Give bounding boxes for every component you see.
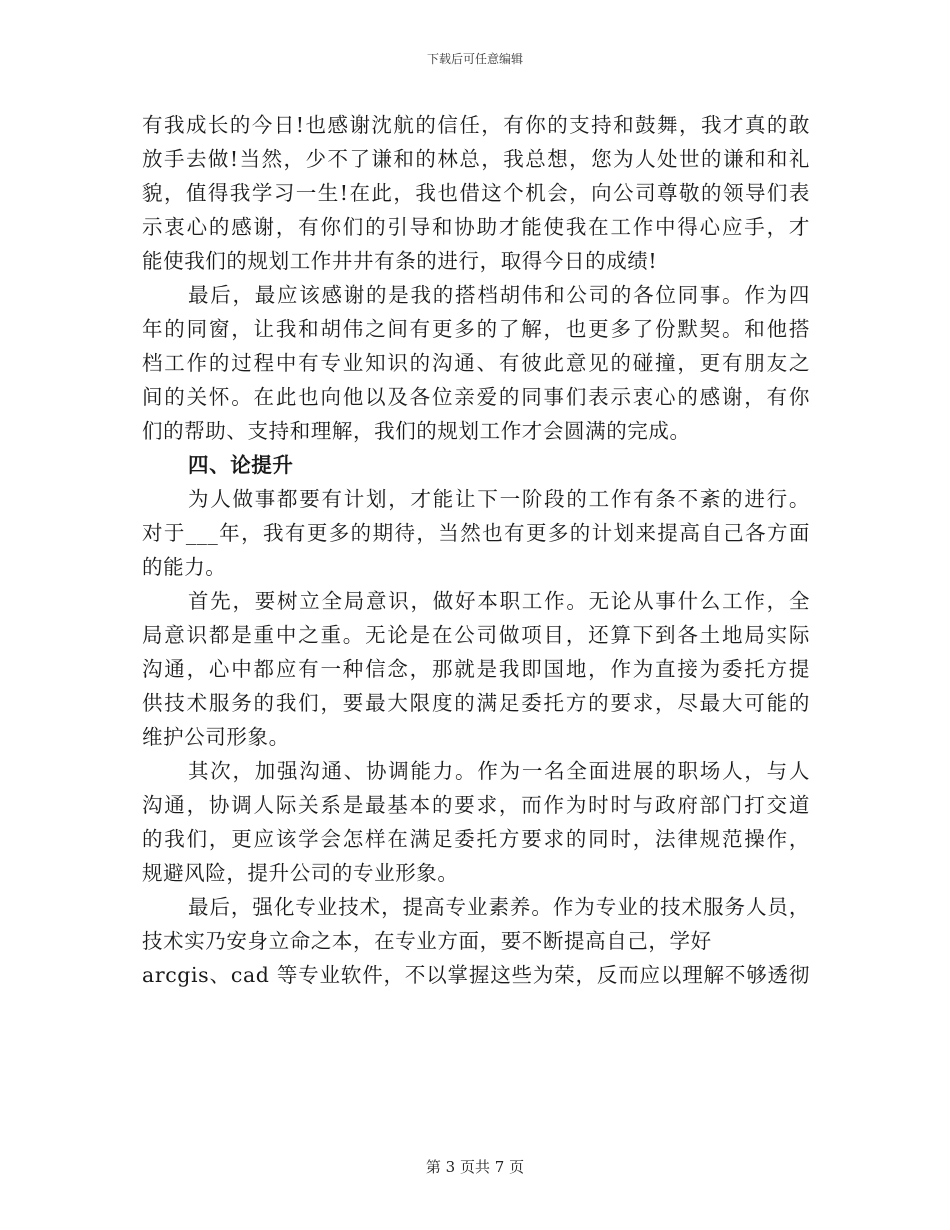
text-line: 技术实乃安身立命之本，在专业方面，要不断提高自己，学好 — [142, 929, 712, 953]
paragraph-first-line: 首先，要树立全局意识，做好本职工作。无论从事什么工作，全 — [188, 589, 810, 613]
section-heading: 四、论提升 — [188, 453, 294, 477]
paragraph-first-line: 为人做事都要有计划，才能让下一阶段的工作有条不紊的进行。 — [188, 487, 810, 511]
text-line: 貌，值得我学习一生!在此，我也借这个机会，向公司尊敬的领导们表 — [142, 181, 810, 205]
text-line: 有我成长的今日!也感谢沈航的信任，有你的支持和鼓舞，我才真的敢 — [142, 113, 810, 137]
text-line: 沟通，协调人际关系是最基本的要求，而作为时时与政府部门打交道 — [142, 793, 810, 817]
text-line: arcgis、cad 等专业软件，不以掌握这些为荣，反而应以理解不够透彻 — [142, 963, 810, 987]
text-line: 规避风险，提升公司的专业形象。 — [142, 861, 459, 885]
text-line: 局意识都是重中之重。无论是在公司做项目，还算下到各土地局实际 — [142, 623, 810, 647]
text-line: 供技术服务的我们，要最大限度的满足委托方的要求，尽最大可能的 — [142, 691, 810, 715]
text-line: 沟通，心中都应有一种信念，那就是我即国地，作为直接为委托方提 — [142, 657, 810, 681]
text-line: 放手去做!当然，少不了谦和的林总，我总想，您为人处世的谦和和礼 — [142, 147, 810, 171]
document-body — [142, 108, 810, 992]
text-line: 们的帮助、支持和理解，我们的规划工作才会圆满的完成。 — [142, 419, 691, 443]
text-line: 能使我们的规划工作井井有条的进行，取得今日的成绩! — [142, 249, 658, 273]
paragraph-first-line: 最后，强化专业技术，提高专业素养。作为专业的技术服务人员， — [188, 895, 810, 919]
text-line: 的我们，更应该学会怎样在满足委托方要求的同时，法律规范操作， — [142, 827, 810, 851]
text-line: 年的同窗，让我和胡伟之间有更多的了解，也更多了份默契。和他搭 — [142, 317, 810, 341]
paragraph-first-line: 最后，最应该感谢的是我的搭档胡伟和公司的各位同事。作为四 — [188, 283, 810, 307]
page-footer: 第 3 页共 7 页 — [425, 1158, 525, 1176]
text-line: 档工作的过程中有专业知识的沟通、有彼此意见的碰撞，更有朋友之 — [142, 351, 810, 375]
text-line: 间的关怀。在此也向他以及各位亲爱的同事们表示衷心的感谢，有你 — [142, 385, 810, 409]
text-line: 维护公司形象。 — [142, 725, 290, 749]
paragraph-first-line: 其次，加强沟通、协调能力。作为一名全面进展的职场人，与人 — [188, 759, 810, 783]
text-line: 示衷心的感谢，有你们的引导和协助才能使我在工作中得心应手，才 — [142, 215, 810, 239]
text-line: 对于___年，我有更多的期待，当然也有更多的计划来提高自己各方面 — [142, 521, 810, 545]
page-header: 下载后可任意编辑 — [426, 52, 523, 66]
text-line: 的能力。 — [142, 555, 227, 579]
